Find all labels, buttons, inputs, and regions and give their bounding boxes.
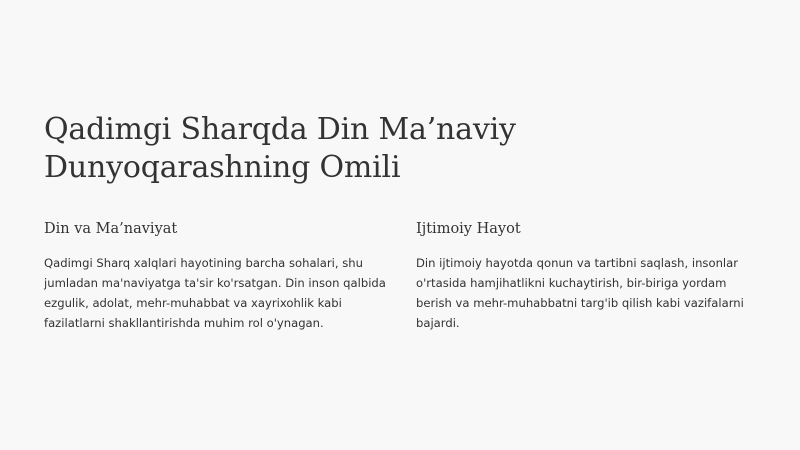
body-line: bajardi. <box>416 316 460 330</box>
body-line: Qadimgi Sharq xalqlari hayotining barcha sohalari, shu <box>44 256 363 270</box>
column-din-va-manaviyat <box>44 219 389 333</box>
slide-title-line: Dunyoqarashning Omili <box>44 150 401 185</box>
body-line: berish va mehr-muhabbatni targ'ib qilish kabi vazifalarni <box>416 296 744 310</box>
body-line: jumladan ma'naviyatga ta'sir ko'rsatgan. Din inson qalbida <box>44 276 386 290</box>
column-ijtimoiy-hayot <box>416 219 761 333</box>
column-heading: Din va Ma’naviyat <box>44 221 178 237</box>
body-line: ezgulik, adolat, mehr-muhabbat va xayrixohlik kabi <box>44 296 342 310</box>
slide-title <box>44 111 744 187</box>
slide-title-line: Qadimgi Sharqda Din Ma’naviy <box>44 112 516 147</box>
column-body <box>416 253 761 333</box>
body-line: o'rtasida hamjihatlikni kuchaytirish, bir-biriga yordam <box>416 276 727 290</box>
body-line: fazilatlarni shakllantirishda muhim rol o'ynagan. <box>44 316 324 330</box>
column-heading: Ijtimoiy Hayot <box>416 221 521 237</box>
body-line: Din ijtimoiy hayotda qonun va tartibni saqlash, insonlar <box>416 256 739 270</box>
column-body <box>44 253 389 333</box>
